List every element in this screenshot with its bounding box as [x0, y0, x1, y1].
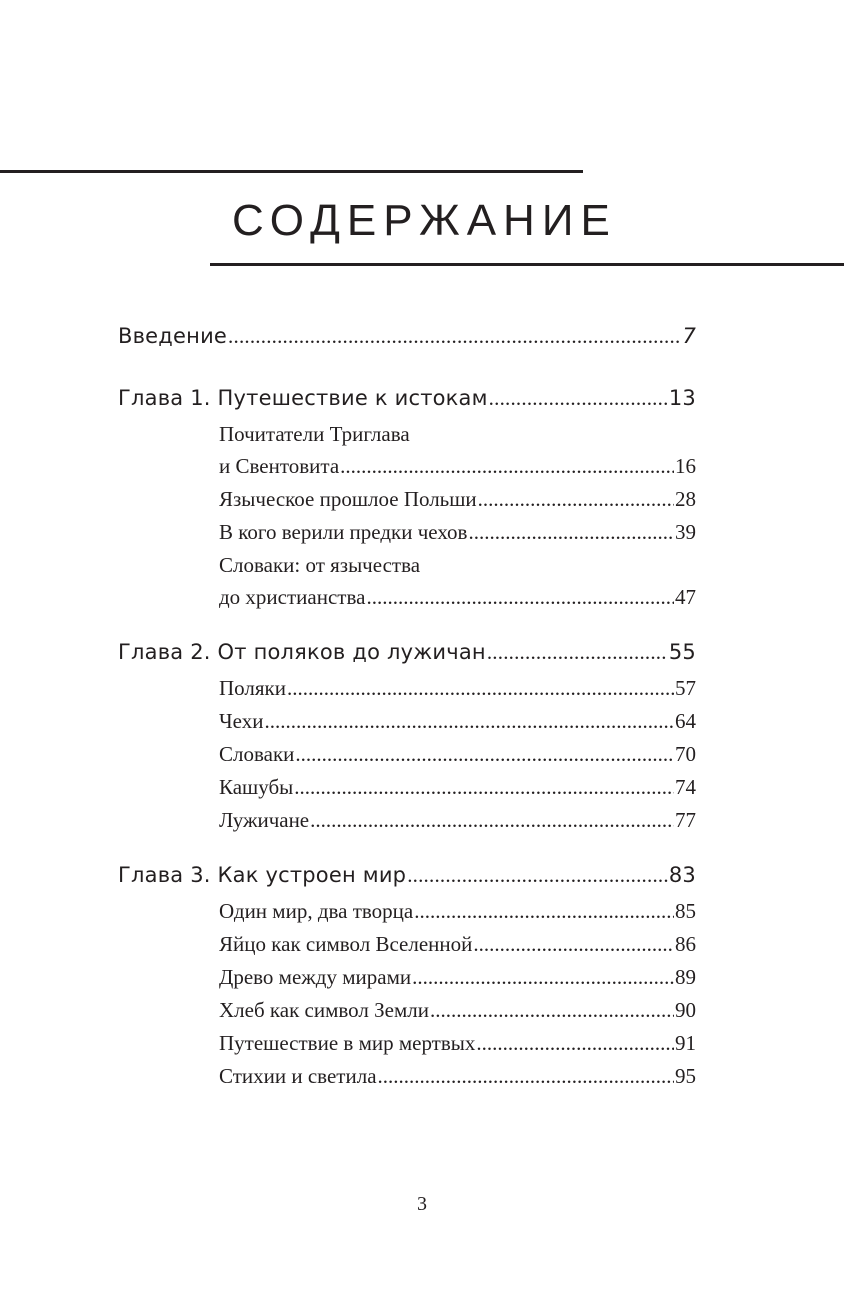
section-title: В кого верили предки чехов	[219, 520, 468, 544]
section-title: Древо между мирами	[219, 965, 412, 989]
section-title: Словаки	[219, 742, 295, 766]
toc-section[interactable]	[219, 672, 696, 705]
entry-page: 7	[682, 324, 696, 348]
toc-chapter-3[interactable]	[118, 859, 696, 891]
section-page: 91	[675, 1031, 696, 1055]
dot-leader	[476, 1027, 674, 1060]
dot-leader	[310, 804, 674, 837]
section-title: Поляки	[219, 676, 286, 700]
section-page: 89	[675, 965, 696, 989]
dot-leader	[473, 928, 674, 961]
toc-chapter-1[interactable]	[118, 382, 696, 414]
dot-leader	[340, 450, 674, 483]
chapter-page: 83	[668, 863, 696, 887]
dot-leader	[412, 961, 674, 994]
dot-leader	[489, 382, 668, 414]
chapter-3-sections	[219, 895, 696, 1093]
toc-section[interactable]	[219, 928, 696, 961]
dot-leader	[264, 705, 674, 738]
section-page: 86	[675, 932, 696, 956]
section-page: 77	[675, 808, 696, 832]
dot-leader	[487, 636, 668, 668]
section-title: Хлеб как символ Земли	[219, 998, 429, 1022]
dot-leader	[294, 771, 674, 804]
dot-leader	[287, 672, 674, 705]
toc-entry-introduction[interactable]	[118, 320, 696, 352]
chapter-title: Глава 2. От поляков до лужичан	[118, 640, 486, 664]
toc-section[interactable]	[219, 1027, 696, 1060]
section-title-line1: Словаки: от язычества	[219, 553, 421, 577]
section-title: Один мир, два творца	[219, 899, 414, 923]
section-page: 74	[675, 775, 696, 799]
dot-leader	[295, 738, 674, 771]
entry-title: Введение	[118, 324, 228, 348]
section-page: 28	[675, 487, 696, 511]
section-page: 39	[675, 520, 696, 544]
chapter-page: 13	[668, 386, 696, 410]
toc-section[interactable]	[219, 804, 696, 837]
section-title: Яйцо как символ Вселенной	[219, 932, 473, 956]
section-page: 85	[675, 899, 696, 923]
dot-leader	[478, 483, 674, 516]
toc-section[interactable]	[219, 418, 696, 483]
toc-section[interactable]	[219, 771, 696, 804]
section-title: Чехи	[219, 709, 264, 733]
dot-leader	[378, 1060, 674, 1093]
toc-section[interactable]	[219, 549, 696, 614]
dot-leader	[430, 994, 674, 1027]
toc-section[interactable]	[219, 895, 696, 928]
toc-section[interactable]	[219, 516, 696, 549]
section-title: до христианства	[219, 585, 366, 609]
section-title: Лужичане	[219, 808, 310, 832]
toc-chapter-2[interactable]	[118, 636, 696, 668]
section-title: и Свентовита	[219, 454, 340, 478]
dot-leader	[366, 581, 674, 614]
table-of-contents	[118, 320, 696, 1093]
top-rule	[0, 170, 583, 173]
section-title: Кашубы	[219, 775, 294, 799]
dot-leader	[228, 320, 681, 352]
bottom-rule	[210, 263, 844, 266]
toc-section[interactable]	[219, 1060, 696, 1093]
toc-section[interactable]	[219, 483, 696, 516]
dot-leader	[414, 895, 674, 928]
toc-section[interactable]	[219, 738, 696, 771]
section-page: 64	[675, 709, 696, 733]
chapter-1-sections	[219, 418, 696, 614]
section-title: Стихии и светила	[219, 1064, 377, 1088]
dot-leader	[468, 516, 674, 549]
page-title: СОДЕРЖАНИЕ	[232, 196, 617, 245]
section-page: 57	[675, 676, 696, 700]
toc-section[interactable]	[219, 705, 696, 738]
section-title: Путешествие в мир мертвых	[219, 1031, 476, 1055]
chapter-2-sections	[219, 672, 696, 837]
dot-leader	[407, 859, 668, 891]
chapter-title: Глава 3. Как устроен мир	[118, 863, 407, 887]
section-title: Языческое прошлое Польши	[219, 487, 477, 511]
page-number: 3	[417, 1193, 427, 1215]
section-page: 70	[675, 742, 696, 766]
section-page: 90	[675, 998, 696, 1022]
chapter-page: 55	[668, 640, 696, 664]
toc-section[interactable]	[219, 961, 696, 994]
section-page: 16	[675, 454, 696, 478]
toc-section[interactable]	[219, 994, 696, 1027]
section-title-line1: Почитатели Триглава	[219, 422, 410, 446]
section-page: 95	[675, 1064, 696, 1088]
section-page: 47	[675, 585, 696, 609]
chapter-title: Глава 1. Путешествие к истокам	[118, 386, 488, 410]
